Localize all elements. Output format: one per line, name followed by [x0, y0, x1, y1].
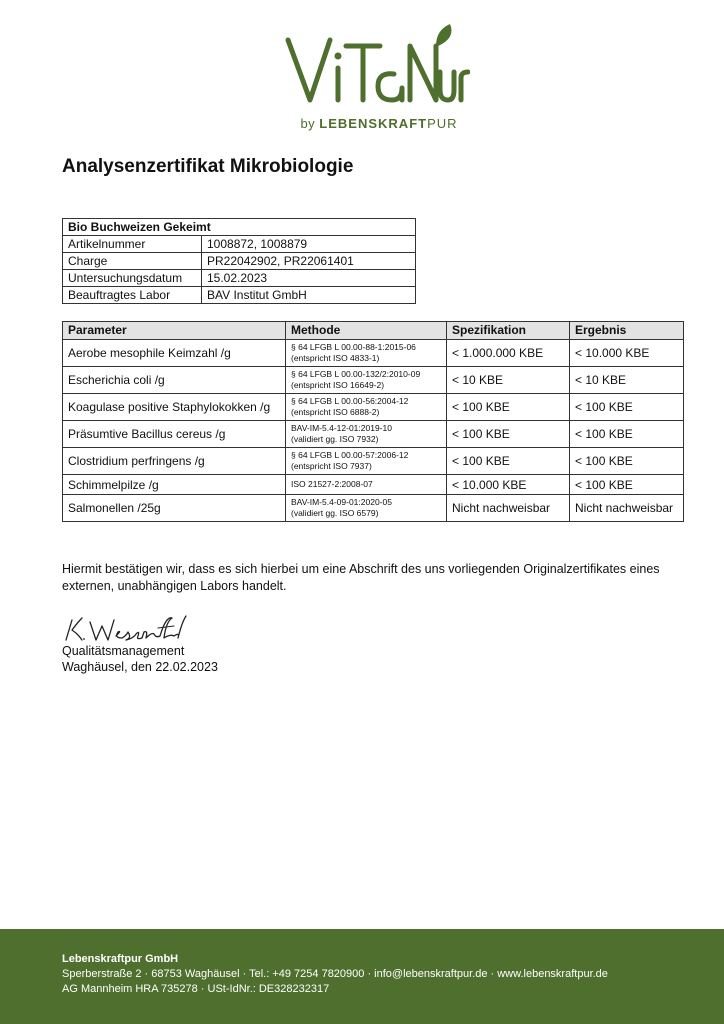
- info-row: [63, 253, 416, 270]
- footer-registry: AG Mannheim HRA 735278 · USt-IdNr.: DE328232317: [62, 983, 330, 995]
- method-line: § 64 LFGB L 00.00-56:2004-12: [291, 396, 409, 406]
- place-date: Waghäusel, den 22.02.2023: [62, 660, 218, 674]
- result-cell: < 10 KBE: [570, 367, 684, 394]
- signature-icon: [62, 612, 192, 646]
- header-method: Methode: [286, 322, 447, 340]
- result-cell: < 100 KBE: [570, 448, 684, 475]
- method-line: BAV-IM-5.4-09-01:2020-05: [291, 497, 392, 507]
- info-row: [63, 270, 416, 287]
- method-line: § 64 LFGB L 00.00-88-1:2015-06: [291, 342, 416, 352]
- method-cell: [286, 495, 447, 522]
- header-specification: Spezifikation: [447, 322, 570, 340]
- table-row: [63, 495, 684, 522]
- info-value: PR22042902, PR22061401: [202, 253, 416, 270]
- parameter-cell: Präsumtive Bacillus cereus /g: [63, 421, 286, 448]
- vitanur-logo-icon: [280, 16, 470, 108]
- specification-cell: < 100 KBE: [447, 394, 570, 421]
- specification-cell: Nicht nachweisbar: [447, 495, 570, 522]
- info-label: Beauftragtes Labor: [63, 287, 202, 304]
- footer: [0, 929, 724, 1024]
- specification-cell: < 1.000.000 KBE: [447, 340, 570, 367]
- table-row: [63, 475, 684, 495]
- confirmation-text: Hiermit bestätigen wir, dass es sich hierbei um eine Abschrift des uns vorliegenden Originalzertifikates eines externen, unabhängigen Labors handelt.: [62, 562, 660, 593]
- method-note: (entspricht ISO 6888-2): [291, 407, 380, 417]
- specification-cell: < 100 KBE: [447, 421, 570, 448]
- product-name: Bio Buchweizen Gekeimt: [63, 219, 416, 236]
- logo-subtitle: by LEBENSKRAFTPUR: [300, 116, 458, 131]
- info-label: Artikelnummer: [63, 236, 202, 253]
- page-title: Analysenzertifikat Mikrobiologie: [62, 156, 354, 177]
- method-note: (validiert gg. ISO 6579): [291, 508, 379, 518]
- signatory-role: Qualitätsmanagement: [62, 644, 185, 658]
- info-label: Charge: [63, 253, 202, 270]
- info-row: [63, 236, 416, 253]
- info-value: BAV Institut GmbH: [202, 287, 416, 304]
- parameter-cell: Koagulase positive Staphylokokken /g: [63, 394, 286, 421]
- table-row: [63, 340, 684, 367]
- specification-cell: < 10 KBE: [447, 367, 570, 394]
- footer-address: Sperberstraße 2 · 68753 Waghäusel · Tel.: +49 7254 7820900 · info@lebenskraftpur.de · www.lebenskraftpur.de: [62, 968, 608, 980]
- specification-cell: < 100 KBE: [447, 448, 570, 475]
- method-cell: [286, 340, 447, 367]
- method-cell: [286, 394, 447, 421]
- method-note: (entspricht ISO 16649-2): [291, 380, 385, 390]
- info-value: 1008872, 1008879: [202, 236, 416, 253]
- table-row: [63, 394, 684, 421]
- result-cell: < 10.000 KBE: [570, 340, 684, 367]
- method-cell: [286, 448, 447, 475]
- result-cell: < 100 KBE: [570, 421, 684, 448]
- method-cell: [286, 421, 447, 448]
- method-line: § 64 LFGB L 00.00-57:2006-12: [291, 450, 409, 460]
- method-note: (entspricht ISO 4833-1): [291, 353, 380, 363]
- parameter-cell: Schimmelpilze /g: [63, 475, 286, 495]
- method-cell: [286, 475, 447, 495]
- result-cell: Nicht nachweisbar: [570, 495, 684, 522]
- specification-cell: < 10.000 KBE: [447, 475, 570, 495]
- product-info-table: [62, 218, 416, 304]
- brand-logo: [280, 16, 470, 136]
- table-row: [63, 421, 684, 448]
- parameter-cell: Salmonellen /25g: [63, 495, 286, 522]
- table-row: [63, 367, 684, 394]
- results-header-row: [63, 322, 684, 340]
- result-cell: < 100 KBE: [570, 475, 684, 495]
- method-cell: [286, 367, 447, 394]
- parameter-cell: Clostridium perfringens /g: [63, 448, 286, 475]
- header-parameter: Parameter: [63, 322, 286, 340]
- info-label: Untersuchungsdatum: [63, 270, 202, 287]
- table-row: [63, 448, 684, 475]
- header-result: Ergebnis: [570, 322, 684, 340]
- method-line: ISO 21527-2:2008-07: [291, 479, 373, 489]
- parameter-cell: Escherichia coli /g: [63, 367, 286, 394]
- result-cell: < 100 KBE: [570, 394, 684, 421]
- method-note: (validiert gg. ISO 7932): [291, 434, 379, 444]
- method-line: BAV-IM-5.4-12-01:2019-10: [291, 423, 392, 433]
- product-name-row: [63, 219, 416, 236]
- info-row: [63, 287, 416, 304]
- results-table: [62, 321, 684, 522]
- footer-company: Lebenskraftpur GmbH: [62, 953, 179, 965]
- method-note: (entspricht ISO 7937): [291, 461, 372, 471]
- method-line: § 64 LFGB L 00.00-132/2:2010-09: [291, 369, 421, 379]
- parameter-cell: Aerobe mesophile Keimzahl /g: [63, 340, 286, 367]
- info-value: 15.02.2023: [202, 270, 416, 287]
